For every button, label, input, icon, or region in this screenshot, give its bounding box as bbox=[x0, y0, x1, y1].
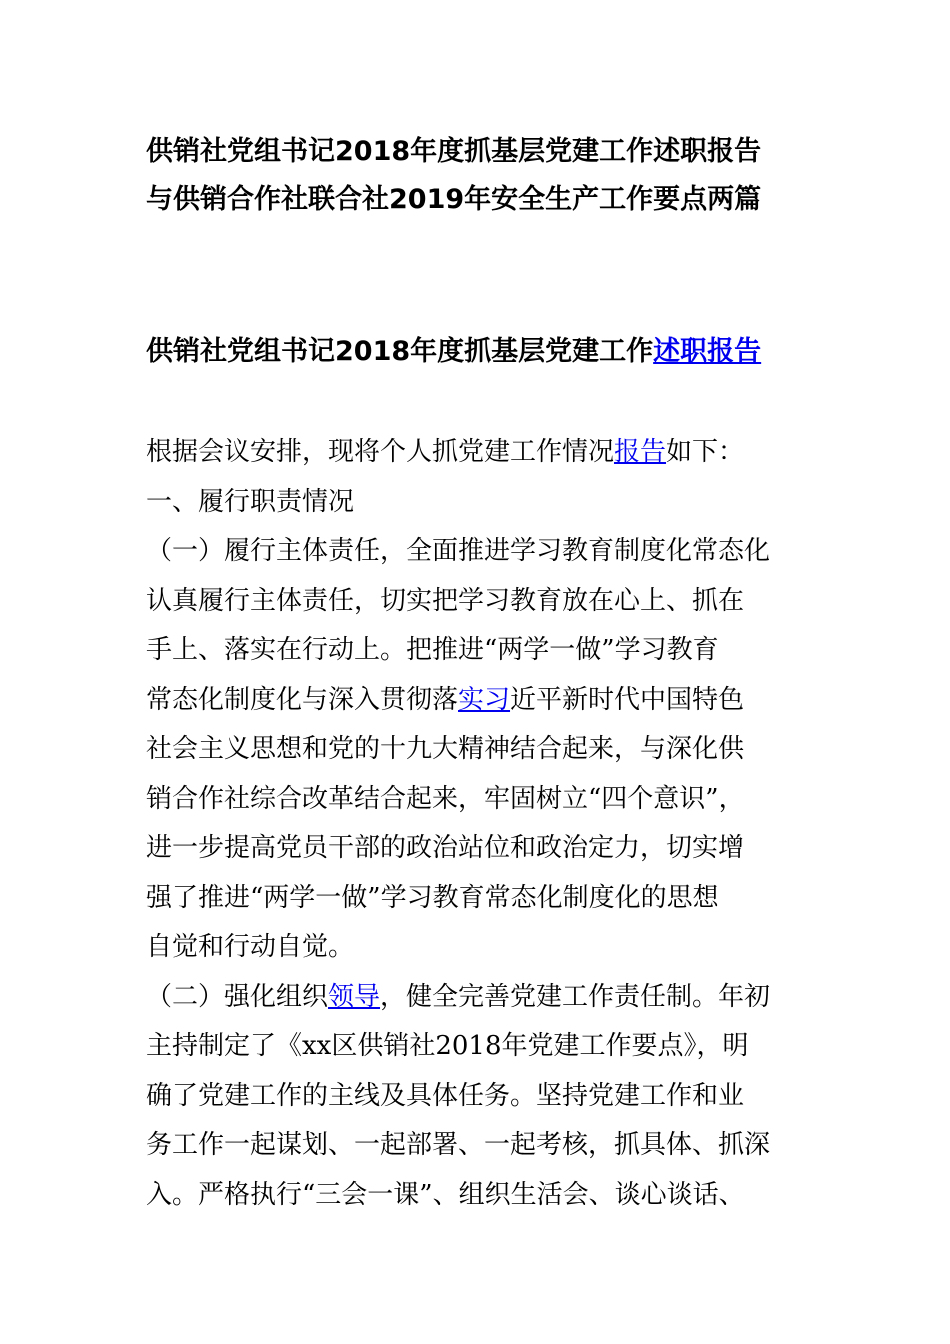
body-line bbox=[146, 1022, 826, 1072]
section-title-text: 供销社党组书记2018年度抓基层党建工作 bbox=[146, 336, 654, 367]
body-line bbox=[146, 1072, 826, 1122]
body-text-segment: 强了推进“两学一做”学习教育常态化制度化的思想 bbox=[146, 882, 719, 913]
body-text-segment: 社会主义思想和党的十九大精神结合起来，与深化供 bbox=[146, 734, 745, 764]
body-text-segment: （一）履行主体责任，全面推进学习教育制度化常态化 bbox=[146, 536, 771, 566]
body-line bbox=[146, 676, 826, 726]
body-line bbox=[146, 626, 826, 676]
body-line bbox=[146, 428, 826, 478]
body-text-segment: 入。严格执行“三会一课”、组织生活会、谈心谈话、 bbox=[146, 1179, 745, 1210]
body-line bbox=[146, 1171, 826, 1221]
body-line bbox=[146, 824, 826, 874]
body-text-segment: 常态化制度化与深入贯彻落 bbox=[146, 684, 459, 715]
body-text-segment: 近平新时代中国特色 bbox=[510, 684, 745, 715]
body-line bbox=[146, 874, 826, 924]
body-text-segment: （二）强化组织 bbox=[146, 981, 329, 1012]
body-line bbox=[146, 775, 826, 825]
body-text-segment: 自觉和行动自觉。 bbox=[146, 932, 355, 962]
body-text-segment: 务工作一起谋划、一起部署、一起考核，抓具体、抓深 bbox=[146, 1130, 771, 1160]
body-line bbox=[146, 478, 826, 528]
section-title-link[interactable]: 述职报告 bbox=[653, 336, 762, 367]
body-line bbox=[146, 527, 826, 577]
body-line bbox=[146, 1121, 826, 1171]
body-text-segment: ，健全完善党建工作责任制。年初 bbox=[380, 981, 771, 1012]
body-text-segment: 主持制定了《xx区供销社2018年党建工作要点》，明 bbox=[146, 1031, 749, 1061]
body-line bbox=[146, 577, 826, 627]
body-text bbox=[146, 428, 826, 1220]
body-line bbox=[146, 923, 826, 973]
body-line bbox=[146, 725, 826, 775]
body-text-segment: 手上、落实在行动上。把推进“两学一做”学习教育 bbox=[146, 635, 719, 665]
body-text-segment: 如下： bbox=[666, 437, 745, 467]
document-title-line-1: 供销社党组书记2018年度抓基层党建工作述职报告 bbox=[146, 136, 762, 167]
body-text-segment: 根据会议安排，现将个人抓党建工作情况 bbox=[146, 437, 615, 467]
body-text-segment: 进一步提高党员干部的政治站位和政治定力，切实增 bbox=[146, 833, 745, 863]
inline-link[interactable]: 报告 bbox=[614, 437, 667, 467]
body-text-segment: 一、履行职责情况 bbox=[146, 486, 355, 517]
section-title bbox=[146, 330, 826, 374]
inline-link[interactable]: 领导 bbox=[328, 981, 381, 1012]
body-line bbox=[146, 973, 826, 1023]
body-text-segment: 认真履行主体责任，切实把学习教育放在心上、抓在 bbox=[146, 585, 745, 616]
inline-link[interactable]: 实习 bbox=[458, 684, 511, 715]
body-text-segment: 销合作社综合改革结合起来，牢固树立“四个意识”， bbox=[146, 783, 745, 814]
body-text-segment: 确了党建工作的主线及具体任务。坚持党建工作和业 bbox=[146, 1080, 745, 1111]
document-title-line-2: 与供销合作社联合社2019年安全生产工作要点两篇 bbox=[146, 184, 762, 215]
